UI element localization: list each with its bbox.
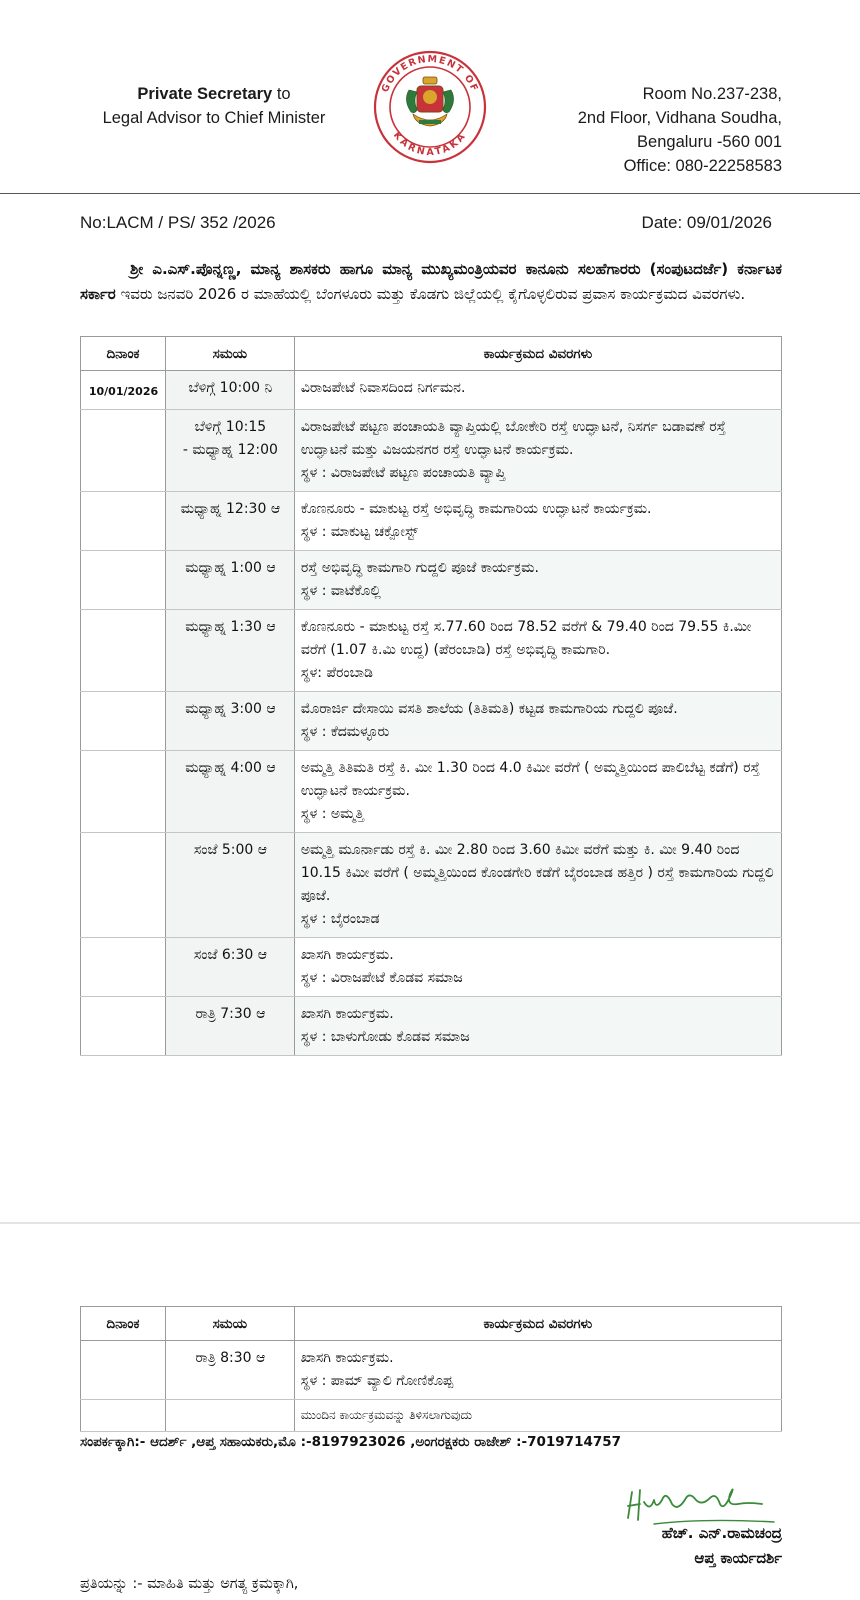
detail-line: ವಿರಾಜಪೇಟೆ ಪಟ್ಟಣ ಪಂಚಾಯತಿ ವ್ಯಾಪ್ತಿಯಲ್ಲಿ ಬೋಕೇರಿ ರಸ್ತೆ ಉದ್ಘಾಟನೆ, ನಿಸರ್ಗ ಬಡಾವಣೆ ರಸ್ತೆ ಉದ್ಘಾಟನೆ ಮತ್ತು ವಿಜಯನಗರ ರಸ್ತೆ ಉದ್ಘಾಟನೆ ಕಾರ್ಯಕ್ರಮ. [300,419,726,458]
row-date [81,492,166,551]
row-date [81,938,166,997]
sender-office: Legal Advisor to Chief Minister [102,109,326,127]
office-address-block [522,82,782,178]
sender-title: Private Secretary [137,85,273,103]
table-header-row [81,1307,782,1341]
row-details [294,751,781,833]
header-date: ದಿನಾಂಕ [81,337,166,371]
venue-line: ಸ್ಥಳ : ಪಾಮ್ ವ್ಯಾಲಿ ಗೋಣಿಕೊಪ್ಪ [300,1373,454,1389]
venue-line: ಸ್ಥಳ : ಮಾಕುಟ್ಟ ಚಕ್ಪೋಸ್ಟ್ [300,524,418,540]
row-details [294,833,781,938]
table-row [81,551,782,610]
sender-title-suffix: to [272,85,291,103]
detail-line: ರಸ್ತೆ ಅಭಿವೃದ್ಧಿ ಕಾಮಗಾರಿ ಗುದ್ದಲಿ ಪೂಜೆ ಕಾರ್ಯಕ್ರಮ. [300,560,539,576]
row-time: ಮಧ್ಯಾಹ್ನ 1:30 ಆ [165,610,294,692]
row-time: ಸಂಜೆ 6:30 ಆ [165,938,294,997]
detail-line: ಖಾಸಗಿ ಕಾರ್ಯಕ್ರಮ. [300,1006,394,1022]
header-details: ಕಾರ್ಯಕ್ರಮದ ವಿವರಗಳು [294,337,781,371]
table-row [81,410,782,492]
detail-line: ಮೊರಾರ್ಜಿ ದೇಸಾಯಿ ವಸತಿ ಶಾಲೆಯ (ತಿತಿಮತಿ) ಕಟ್ಟಡ ಕಾಮಗಾರಿಯ ಗುದ್ದಲಿ ಪೂಜೆ. [300,701,678,717]
table-row [81,692,782,751]
detail-line: ಖಾಸಗಿ ಕಾರ್ಯಕ್ರಮ. [300,1350,394,1366]
table-row [81,833,782,938]
address-line-floor: 2nd Floor, Vidhana Soudha, [577,109,782,127]
signatory-name: ಹೆಚ್. ಎನ್.ರಾಮಚಂದ್ರ [661,1524,782,1542]
header-details: ಕಾರ್ಯಕ್ರಮದ ವಿವರಗಳು [294,1307,781,1341]
government-seal-logo [373,50,487,164]
detail-line: ಅಮ್ಮತ್ತಿ ಮೂರ್ನಾಡು ರಸ್ತೆ ಕಿ. ಮೀ 2.80 ರಿಂದ 3.60 ಕಿಮೀ ವರೆಗೆ ಮತ್ತು ಕಿ. ಮೀ 9.40 ರಿಂದ 10.15 ಕಿಮೀ ವರೆಗೆ ( ಅಮ್ಮತ್ತಿಯಿಂದ ಕೊಂಡಗೇರಿ ಕಡೆಗೆ ಬೈರಂಬಾಡ ಹತ್ತಿರ ) ರಸ್ತೆ ಕಾಮಗಾರಿಯ ಗುದ್ದಲಿ ಪೂಜೆ. [300,842,774,904]
row-time: ರಾತ್ರಿ 7:30 ಆ [165,997,294,1056]
row-details [294,1341,781,1400]
table-row [81,751,782,833]
venue-line: ಸ್ಥಳ : ಬೈರಂಬಾಡ [300,911,380,927]
row-time [165,410,294,492]
row-time: ಬೆಳಿಗ್ಗೆ 10:00 ನಿ [165,371,294,410]
row-time: ಮಧ್ಯಾಹ್ನ 1:00 ಆ [165,551,294,610]
handwritten-signature [624,1484,780,1528]
row-details [294,492,781,551]
table-row [81,610,782,692]
header-date: ದಿನಾಂಕ [81,1307,166,1341]
row-time [165,1400,294,1432]
row-date [81,410,166,492]
venue-line: ಸ್ಥಳ : ವಿರಾಜಪೇಟೆ ಕೊಡವ ಸಮಾಜ [300,970,463,986]
row-time: ಮಧ್ಯಾಹ್ನ 4:00 ಆ [165,751,294,833]
venue-line: ಸ್ಥಳ : ಅಮ್ಮತ್ತಿ [300,806,364,822]
venue-line: ಸ್ಥಳ: ಪೆರಂಬಾಡಿ [300,665,373,681]
table-row [81,938,782,997]
row-date [81,692,166,751]
row-details [294,692,781,751]
table-header-row [81,337,782,371]
reference-number: No:LACM / PS/ 352 /2026 [80,213,276,232]
next-program-note: ಮುಂದಿನ ಕಾರ್ಯಕ್ರಮವನ್ನು ತಿಳಿಸಲಾಗುವುದು [294,1400,781,1432]
contact-line: ಸಂಪರ್ಕಕ್ಕಾಗಿ:- ಆದರ್ಶ್ ,ಆಪ್ತ ಸಹಾಯಕರು,ಮೊ :-8197923026 ,ಅಂಗರಕ್ಷಕರು ರಾಜೇಶ್ :-7019714757 [80,1434,622,1450]
table-row [81,1400,782,1432]
address-line-phone: Office: 080-22258583 [623,157,782,175]
row-time: ಸಂಜೆ 5:00 ಆ [165,833,294,938]
table-row [81,371,782,410]
table-row [81,1341,782,1400]
row-date [81,751,166,833]
row-time: ರಾತ್ರಿ 8:30 ಆ [165,1341,294,1400]
header-time: ಸಮಯ [165,1307,294,1341]
row-date [81,610,166,692]
intro-rest: ಇವರು ಜನವರಿ 2026 ರ ಮಾಹೆಯಲ್ಲಿ ಬೆಂಗಳೂರು ಮತ್ತು ಕೊಡಗು ಜಿಲ್ಲೆಯಲ್ಲಿ ಕೈಗೊಳ್ಳಲಿರುವ ಪ್ರವಾಸ ಕಾರ್ಯಕ್ರಮದ ವಿವರಗಳು. [115,285,746,303]
row-details [294,371,781,410]
copy-to-line: ಪ್ರತಿಯನ್ನು :- ಮಾಹಿತಿ ಮತ್ತು ಅಗತ್ಯ ಕ್ರಮಕ್ಕಾಗಿ, [80,1576,299,1592]
venue-line: ಸ್ಥಳ : ಕೆದಮಳ್ಳೂರು [300,724,390,740]
venue-line: ಸ್ಥಳ : ವಿರಾಜಪೇಟೆ ಪಟ್ಟಣ ಪಂಚಾಯತಿ ವ್ಯಾಪ್ತಿ [300,465,506,481]
row-time: ಮಧ್ಯಾಹ್ನ 12:30 ಆ [165,492,294,551]
sender-block [84,82,344,130]
svg-text:GOVERNMENT OF: GOVERNMENT OF [379,53,481,95]
detail-line: ವಿರಾಜಪೇಟೆ ನಿವಾಸದಿಂದ ನಿರ್ಗಮನ. [300,380,466,396]
row-details [294,610,781,692]
signatory-title: ಆಪ್ತ ಕಾರ್ಯದರ್ಶಿ [694,1549,782,1567]
row-time: ಮಧ್ಯಾಹ್ನ 3:00 ಆ [165,692,294,751]
row-details [294,938,781,997]
row-details [294,551,781,610]
row-date: 10/01/2026 [81,371,166,410]
detail-line: ಖಾಸಗಿ ಕಾರ್ಯಕ್ರಮ. [300,947,394,963]
row-date [81,997,166,1056]
table-row [81,492,782,551]
row-details [294,997,781,1056]
row-details [294,410,781,492]
detail-line: ಕೊಣನೂರು - ಮಾಕುಟ್ಟ ರಸ್ತೆ ಸ.77.60 ರಿಂದ 78.52 ವರೆಗೆ & 79.40 ರಿಂದ 79.55 ಕಿ.ಮೀ ವರೆಗೆ (1.07 ಕಿ.ಮಿ ಉದ್ದ) (ಪೆರಂಬಾಡಿ) ರಸ್ತೆ ಅಭಿವೃದ್ಧಿ ಕಾಮಗಾರಿ. [300,619,752,658]
intro-paragraph [80,257,782,307]
svg-text:KARNATAKA: KARNATAKA [390,129,470,159]
venue-line: ಸ್ಥಳ : ವಾಟೆಕೊಲ್ಲಿ [300,583,381,599]
time-start: ಬೆಳಿಗ್ಗೆ 10:15 [194,419,267,435]
reference-line [80,213,772,233]
detail-line: ಕೊಣನೂರು - ಮಾಕುಟ್ಟ ರಸ್ತೆ ಅಭಿವೃದ್ಧಿ ಕಾಮಗಾರಿಯ ಉದ್ಘಾಟನೆ ಕಾರ್ಯಕ್ರಮ. [300,501,652,517]
page-break-divider [0,1222,860,1224]
detail-line: ಅಮ್ಮತ್ತಿ ತಿತಿಮತಿ ರಸ್ತೆ ಕಿ. ಮೀ 1.30 ರಿಂದ 4.0 ಕಿಮೀ ವರೆಗೆ ( ಅಮ್ಮತ್ತಿಯಿಂದ ಪಾಲಿಬೆಟ್ಟ ಕಡೆಗೆ) ರಸ್ತೆ ಉದ್ಘಾಟನೆ ಕಾರ್ಯಕ್ರಮ. [300,760,760,799]
row-date [81,833,166,938]
address-line-city: Bengaluru -560 001 [637,133,782,151]
header-divider [0,193,860,194]
row-date [81,1341,166,1400]
schedule-table-continued [80,1306,782,1432]
table-row [81,997,782,1056]
header-time: ಸಮಯ [165,337,294,371]
letter-date: Date: 09/01/2026 [641,213,772,232]
venue-line: ಸ್ಥಳ : ಬಾಳುಗೋಡು ಕೊಡವ ಸಮಾಜ [300,1029,470,1045]
intro-bold: ಶ್ರೀ ಎ.ಎಸ್.ಪೊನ್ನಣ್ಣ, ಮಾನ್ಯ ಶಾಸಕರು ಹಾಗೂ ಮಾನ್ಯ ಮುಖ್ಯಮಂತ್ರಿಯವರ ಕಾನೂನು ಸಲಹೆಗಾರರು (ಸಂಪುಟದರ್ಜೆ) ಕರ್ನಾಟಕ ಸರ್ಕಾರ [80,260,782,303]
row-date [81,1400,166,1432]
time-end: - ಮಧ್ಯಾಹ್ನ 12:00 [182,442,278,458]
address-line-room: Room No.237-238, [642,85,782,103]
schedule-table [80,336,782,1056]
row-date [81,551,166,610]
